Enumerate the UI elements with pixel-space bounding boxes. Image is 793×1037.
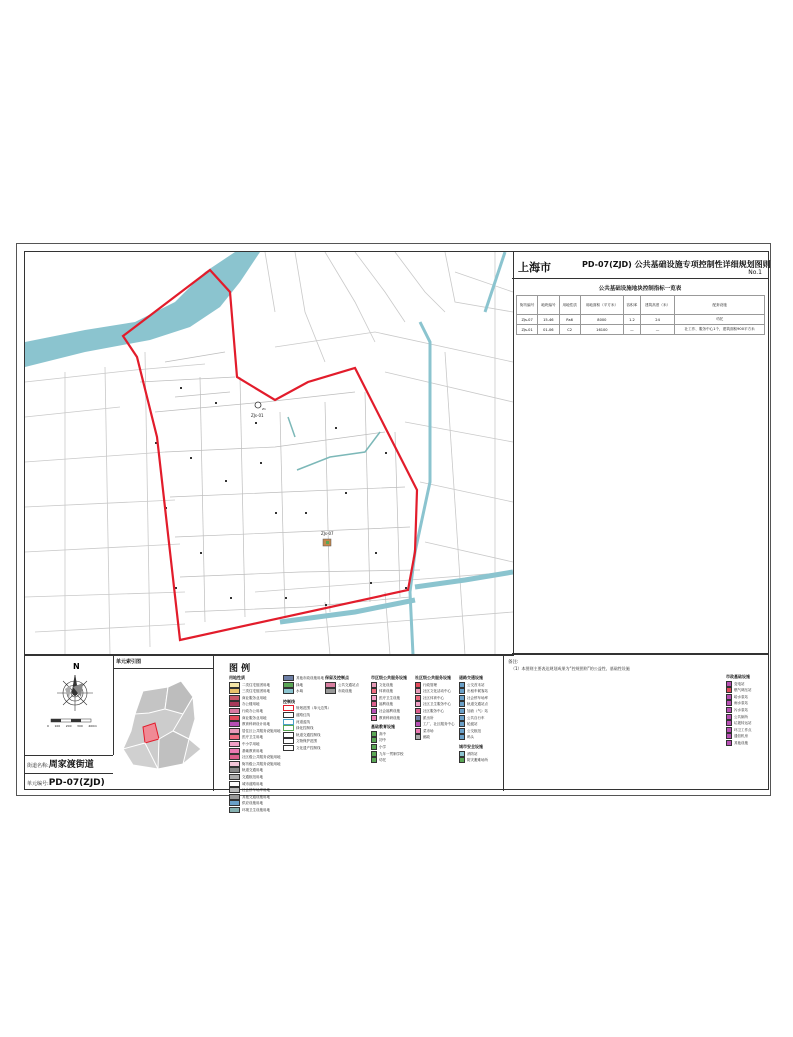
legend-item: 交通枢纽用地 [229,774,281,781]
legend-item: 水域 [283,688,331,695]
street-label: 街道名称: [27,763,49,769]
legend-heading: 保留及控制点 [325,675,349,680]
legend-title: 图 例 [229,664,251,674]
legend-col5 [415,675,455,741]
legend-item: 消防站 [459,751,488,758]
legend-item: 初中 [371,737,407,744]
legend-item: 文化设施 [371,682,407,689]
index-map-graphic [113,669,213,787]
legend-item: 居住区公共服务设施用地 [229,728,281,735]
legend-item: 加油（气）站 [459,708,488,715]
legend-item: 派出所 [415,715,455,722]
scale-label: 0 [47,724,49,728]
scale-bar [51,719,91,722]
column-header: 街坊编号 [517,296,538,315]
column-header: 建筑高度（米） [640,296,674,315]
legend-col4 [371,675,407,764]
legend-item: 码头 [459,734,488,741]
legend-item: 规划范围（单元边界） [283,705,331,712]
legend-item: 社会停车场库用地 [229,787,281,794]
legend-item: 社区文化活动中心 [415,688,455,695]
plan-title: PD-07(ZJD) 公共基础设施专项控制性详细规划图则 [582,260,771,269]
legend-item: 社会停车场库 [459,695,488,702]
legend-item: 给水泵站 [726,694,752,701]
table-cell: 01-06 [538,325,559,335]
huangpu-river [25,252,260,367]
column-header: 用地面积（平方米） [580,296,623,315]
legend-item: 教育科研设施 [371,715,407,722]
legend-item: 街坊级公共服务设施用地 [229,761,281,768]
legend-item: 轮渡站 [459,721,488,728]
river-inner-2 [288,417,295,437]
unit-code-row [25,773,113,791]
legend-item: 雨水泵站 [726,700,752,707]
legend-item: 三类住宅组团用地 [229,688,281,695]
inner-road-grid [140,352,420,622]
legend-heading: 市区级公共服务设施 [371,675,407,680]
legend-landuse [229,675,281,813]
legend-item: 二类住宅组团用地 [229,682,281,689]
street-value: 周家渡街道 [48,760,94,770]
legend-item: 污水泵站 [726,707,752,714]
table-cell: 16100 [580,325,623,335]
unit-value: PD-07(ZJD) [48,778,105,788]
column-header: 地块编号 [538,296,559,315]
river-south [415,572,513,587]
notes-text: （1）本图则主要表达规划成果为“控规图则”的公益性、基础性设施 [511,666,630,671]
block-label-zjs-01: ZJs-01 [251,413,264,418]
legend-item: 社区服务中心 [415,708,455,715]
legend-col3 [325,675,359,695]
table-cell: ZJs-07 [517,315,538,325]
indicator-table [516,295,765,335]
scale-label: 400m [88,724,97,728]
legend-item: 文化遗产控制线 [283,745,331,752]
planning-map[interactable] [24,251,514,656]
street-name-row [25,755,113,773]
legend-item: 其他交通设施用地 [229,794,281,801]
sheet-number: No.1 [748,269,762,276]
legend-item: 办公楼用地 [229,701,281,708]
table-cell: 幼托 [675,315,765,325]
legend-item: 小学 [371,744,407,751]
site-marker-green [326,541,329,544]
legend-item: 绿化控制线 [283,725,331,732]
legend-item: 中小学用地 [229,741,281,748]
legend-item: 行政办公用地 [229,708,281,715]
legend-heading: 社区级公共服务设施 [415,675,451,680]
legend-item: 医疗卫生用地 [229,734,281,741]
scale-label: 100 [54,724,61,728]
table-cell: ZJs-01 [517,325,538,335]
column-header: 容积率 [624,296,641,315]
north-arrow-panel [25,655,114,755]
legend-item: 绿地 [283,682,331,689]
facility-symbol [255,402,261,408]
legend-item: 幼托 [371,757,407,764]
indicator-table-title: 公共基础设施地块控制指标一览表 [598,286,682,292]
legend-item: 公交枢纽 [459,728,488,735]
legend-item: 行政管理 [415,682,455,689]
legend-item: 市政设施 [325,688,359,695]
legend-item: 变电站 [726,681,752,688]
table-row [517,315,765,325]
title-bar [512,252,771,279]
notes-heading: 备注: [508,660,519,665]
legend-item: 其他市政设施用地 [283,675,331,682]
legend-heading: 基础教育设施 [371,724,395,730]
legend-heading: 用地性质 [229,675,245,680]
legend-item: 九年一贯制学校 [371,751,407,758]
legend-item: 通信机房 [726,733,752,740]
legend-item: 垃圾转运站 [726,720,752,727]
table-row [517,325,765,335]
legend-item: 基础教育用地 [229,748,281,755]
table-cell: 1.2 [624,315,641,325]
legend-item: 城市道路用地 [229,781,281,788]
legend-item: 燃气调压站 [726,687,752,694]
legend-item: 体育设施 [371,688,407,695]
table-cell: — [640,325,674,335]
scale-label: 200 [65,724,72,728]
index-map-title: 单元索引图 [113,655,213,669]
legend-item: 福利设施 [371,701,407,708]
table-cell: 15-46 [538,315,559,325]
legend-item: 商业服务业用地 [229,715,281,722]
table-header-row [517,296,765,315]
legend-item: 菜市场 [415,728,455,735]
road-network [25,252,513,655]
legend-item: 公共厕所 [726,714,752,721]
scale-label: 300 [77,724,83,728]
legend-item: 轨道交通站点 [459,701,488,708]
table-cell: — [624,325,641,335]
legend-item: 社区级公共服务设施用地 [229,754,281,761]
legend-item: 教育科研设计用地 [229,721,281,728]
table-cell: 社工作、服务中心1个，建筑面积900平方米 [675,325,765,335]
legend-heading: 控制线 [283,698,295,704]
legend-item: 供应设施用地 [229,800,281,807]
legend-panel [213,655,504,812]
legend-item: 防灾避难场所 [459,757,488,764]
legend-heading: 市政基础设施 [726,674,750,679]
column-header: 用地性质 [559,296,580,315]
site-label-z1: Z1 [262,407,266,411]
legend-item: 出租车候客站 [459,688,488,695]
legend-item: 公共自行车 [459,715,488,722]
block-label-zjs-07: ZJs-07 [321,531,334,536]
column-header: 配套设施 [675,296,765,315]
legend-item: 公交首末站 [459,682,488,689]
unit-label: 单元编号: [27,781,49,787]
legend-col7 [726,674,752,747]
legend-heading: 城市安全设施 [459,743,483,749]
legend-item: 轨道交通用地 [229,767,281,774]
legend-item: 轨道交通控制线 [283,732,331,739]
map-canvas [25,252,513,655]
table-cell: C2 [559,325,580,335]
legend-heading: 道路交通设施 [459,675,483,680]
legend-col6 [459,675,488,764]
legend-item: 高中 [371,731,407,738]
legend-item: 商业服务业用地 [229,695,281,702]
river-east-channel [410,322,430,655]
legend-item: 社区体育中心 [415,695,455,702]
legend-item: 公共交通站点 [325,682,359,689]
legend-item: 河道蓝线 [283,719,331,726]
legend-item: 医疗卫生设施 [371,695,407,702]
unit-index-map [113,655,214,791]
legend-item: 文物保护范围 [283,738,331,745]
legend-item: 环境卫生设施用地 [229,807,281,814]
legend-item: 邮政 [415,734,455,741]
legend-item: 社会福利设施 [371,708,407,715]
legend-item: 环卫工作点 [726,727,752,734]
legend-landuse-2 [283,675,331,752]
info-panel [512,251,769,654]
legend-item: 其他设施 [726,740,752,747]
bottom-panel [24,654,769,812]
compass-rose-icon [25,655,113,755]
legend-item: 道路红线 [283,712,331,719]
legend-item: 社区卫生服务中心 [415,701,455,708]
legend-item: 工厂、社区服务中心 [415,721,455,728]
svg-text:N: N [73,662,80,671]
table-cell: 8000 [580,315,623,325]
scale-labels [47,724,97,728]
table-cell: Rs6 [559,315,580,325]
city-name: 上海市 [518,261,551,274]
table-cell: 24 [640,315,674,325]
river-inner [297,432,380,470]
